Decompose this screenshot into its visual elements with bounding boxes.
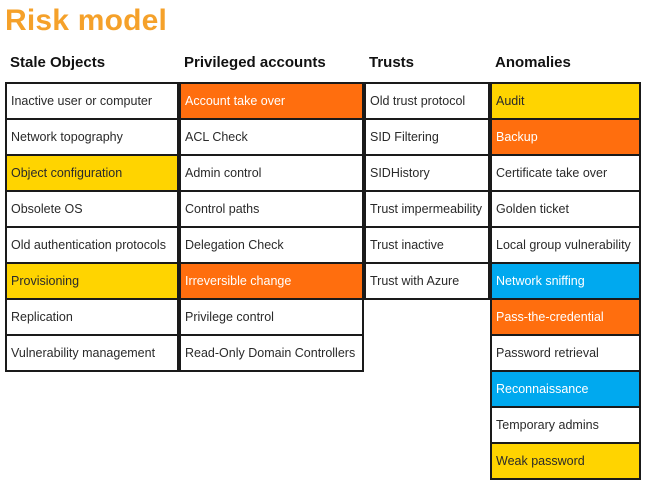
risk-item[interactable]: Audit: [490, 84, 641, 120]
column-anomalies: [490, 50, 641, 480]
risk-item[interactable]: Golden ticket: [490, 192, 641, 228]
category-list: [179, 82, 364, 372]
risk-item[interactable]: SID Filtering: [364, 120, 490, 156]
risk-item[interactable]: Control paths: [179, 192, 364, 228]
risk-item[interactable]: Trust with Azure: [364, 264, 490, 300]
column-trusts: [364, 50, 490, 300]
column-header: Privileged accounts: [184, 54, 326, 71]
column-header: Anomalies: [495, 54, 571, 71]
page-title: Risk model: [5, 4, 168, 37]
risk-item[interactable]: Delegation Check: [179, 228, 364, 264]
risk-item[interactable]: Account take over: [179, 84, 364, 120]
risk-item[interactable]: Weak password: [490, 444, 641, 480]
risk-item[interactable]: Network sniffing: [490, 264, 641, 300]
risk-item[interactable]: Privilege control: [179, 300, 364, 336]
risk-item[interactable]: Object configuration: [5, 156, 179, 192]
risk-item[interactable]: Trust impermeability: [364, 192, 490, 228]
category-list: [490, 82, 641, 480]
risk-item[interactable]: Vulnerability management: [5, 336, 179, 372]
risk-item[interactable]: Certificate take over: [490, 156, 641, 192]
risk-item[interactable]: Obsolete OS: [5, 192, 179, 228]
category-list: [5, 82, 179, 372]
risk-item[interactable]: Local group vulnerability: [490, 228, 641, 264]
risk-item[interactable]: Old trust protocol: [364, 84, 490, 120]
category-list: [364, 82, 490, 300]
column-privileged-accounts: [179, 50, 364, 372]
column-header: Stale Objects: [10, 54, 106, 71]
risk-item[interactable]: Old authentication protocols: [5, 228, 179, 264]
risk-item[interactable]: Reconnaissance: [490, 372, 641, 408]
risk-item[interactable]: Provisioning: [5, 264, 179, 300]
column-stale-objects: [5, 50, 179, 372]
risk-item[interactable]: Irreversible change: [179, 264, 364, 300]
column-header: Trusts: [369, 54, 415, 71]
risk-item[interactable]: Trust inactive: [364, 228, 490, 264]
risk-item[interactable]: SIDHistory: [364, 156, 490, 192]
risk-item[interactable]: Backup: [490, 120, 641, 156]
risk-item[interactable]: Password retrieval: [490, 336, 641, 372]
risk-item[interactable]: Pass-the-credential: [490, 300, 641, 336]
risk-item[interactable]: Read-Only Domain Controllers: [179, 336, 364, 372]
risk-item[interactable]: Temporary admins: [490, 408, 641, 444]
risk-item[interactable]: ACL Check: [179, 120, 364, 156]
risk-item[interactable]: Inactive user or computer: [5, 84, 179, 120]
risk-item[interactable]: Replication: [5, 300, 179, 336]
risk-item[interactable]: Network topography: [5, 120, 179, 156]
risk-item[interactable]: Admin control: [179, 156, 364, 192]
